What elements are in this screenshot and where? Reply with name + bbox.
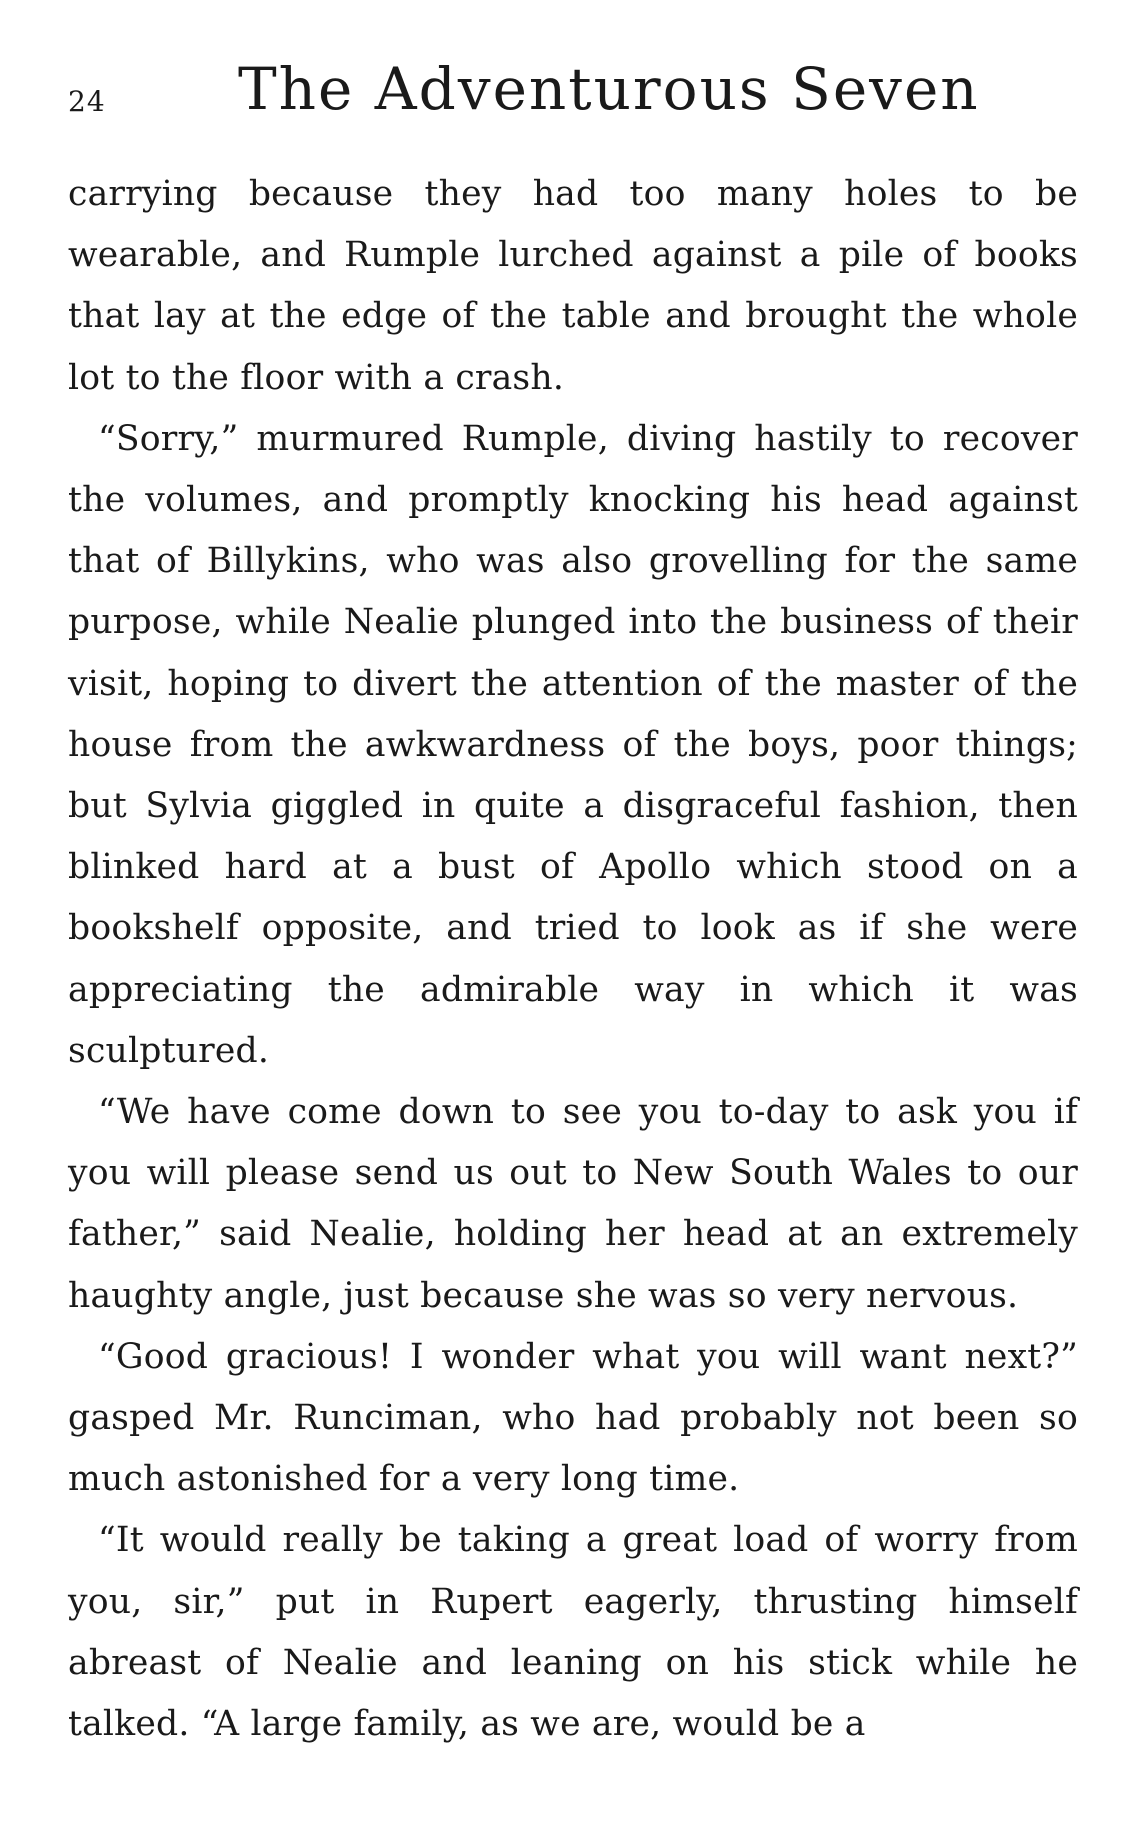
running-head	[68, 55, 1078, 135]
body-text	[68, 164, 1078, 1755]
running-title: The Adventurous Seven	[238, 55, 980, 123]
paragraph-1: carrying because they had too many holes to be wearable, and Rumple lurched against a pile of books that lay at the edge of the table and brought the whole lot to the floor with a crash.	[68, 174, 1078, 398]
page-number: 24	[68, 85, 106, 118]
paragraph-4: “Good gracious! I wonder what you will want next?” gasped Mr. Runciman, who had probably not been so much astonished for a very long time.	[68, 1336, 1078, 1500]
paragraph-3: “We have come down to see you to-day to ask you if you will please send us out to New South Wales to our father,” said Nealie, holding her head at an extremely haughty angle, just because she was so very nervous.	[68, 1092, 1078, 1316]
paragraph-2: “Sorry,” murmured Rumple, diving hastily to recover the volumes, and promptly knocking his head against that of Billykins, who was also grovelling for the same purpose, while Nealie plunged into the business of their visit, hoping to divert the attention of the master of the house from the awkwardness of the boys, poor things; but Sylvia giggled in quite a disgraceful fashion, then blinked hard at a bust of Apollo which stood on a bookshelf opposite, and tried to look as if she were appreciating the admirable way in which it was sculptured.	[68, 418, 1078, 1071]
paragraph-5: “It would really be taking a great load of worry from you, sir,” put in Rupert eagerly, thrusting himself abreast of Nealie and leaning on his stick while he talked. “A large family, as we are, would be a	[68, 1520, 1078, 1745]
